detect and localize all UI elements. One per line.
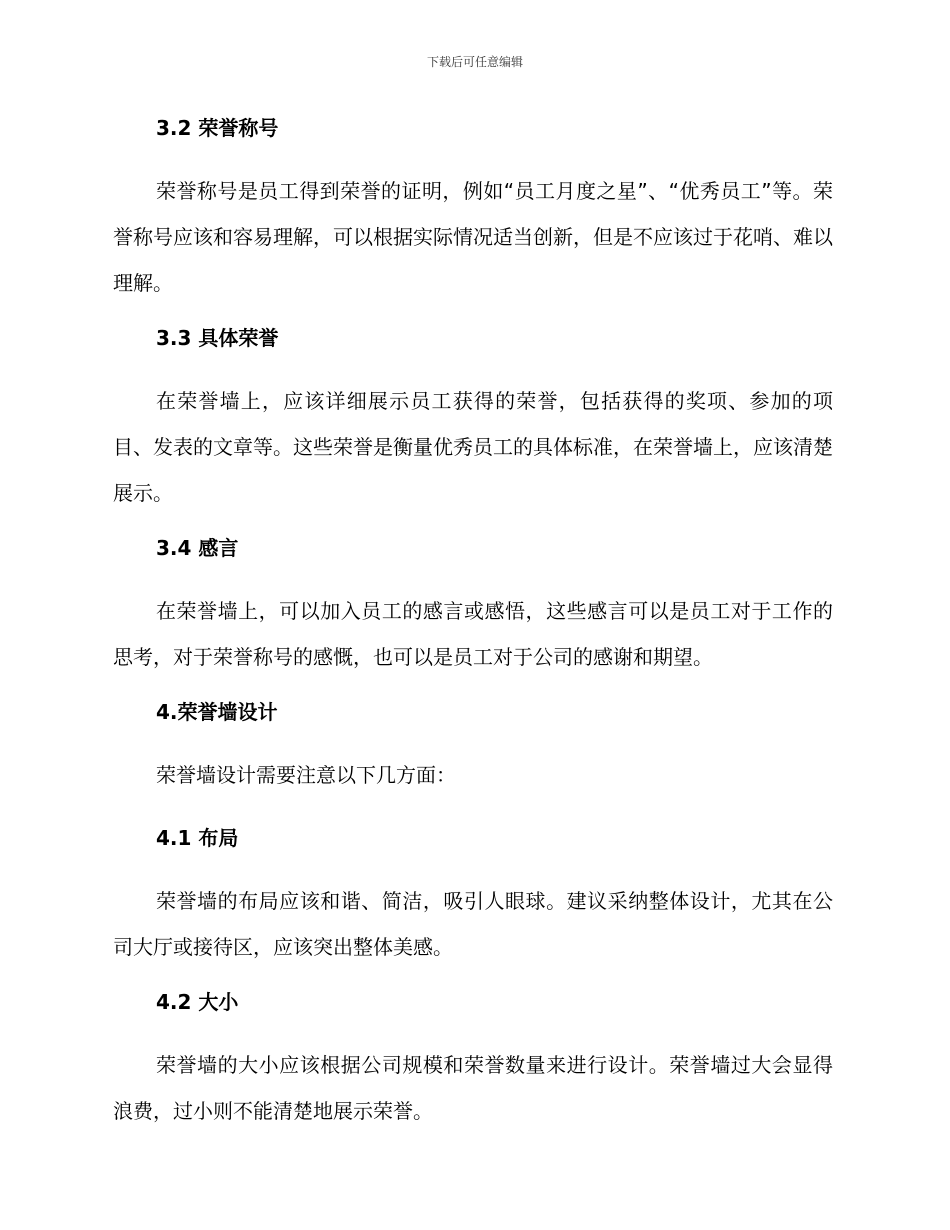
section-paragraph-3-4: 在荣誉墙上，可以加入员工的感言或感悟，这些感言可以是员工对于工作的思考，对于荣誉称号的感慨，也可以是员工对于公司的感谢和期望。 — [113, 599, 833, 669]
section-heading-4-1: 4.1 布局 — [156, 826, 239, 850]
section-paragraph-3-3: 在荣誉墙上，应该详细展示员工获得的荣誉，包括获得的奖项、参加的项目、发表的文章等。这些荣誉是衡量优秀员工的具体标准，在荣誉墙上，应该清楚展示。 — [113, 389, 833, 505]
section-heading-4: 4.荣誉墙设计 — [156, 700, 278, 724]
section-heading-4-2: 4.2 大小 — [156, 990, 239, 1014]
section-paragraph-3-2: 荣誉称号是员工得到荣誉的证明，例如“员工月度之星”、“优秀员工”等。荣誉称号应该和容易理解，可以根据实际情况适当创新，但是不应该过于花哨、难以理解。 — [113, 179, 833, 295]
section-paragraph-4: 荣誉墙设计需要注意以下几方面： — [156, 763, 456, 787]
section-heading-3-4: 3.4 感言 — [156, 536, 239, 560]
page-header-note: 下载后可任意编辑 — [426, 55, 523, 69]
section-paragraph-4-1: 荣誉墙的布局应该和谐、简洁，吸引人眼球。建议采纳整体设计，尤其在公司大厅或接待区，应该突出整体美感。 — [113, 889, 833, 959]
section-heading-3-2: 3.2 荣誉称号 — [156, 116, 279, 140]
section-paragraph-4-2: 荣誉墙的大小应该根据公司规模和荣誉数量来进行设计。荣誉墙过大会显得浪费，过小则不能清楚地展示荣誉。 — [113, 1053, 833, 1123]
section-heading-3-3: 3.3 具体荣誉 — [156, 326, 279, 350]
document-body — [113, 112, 833, 1150]
